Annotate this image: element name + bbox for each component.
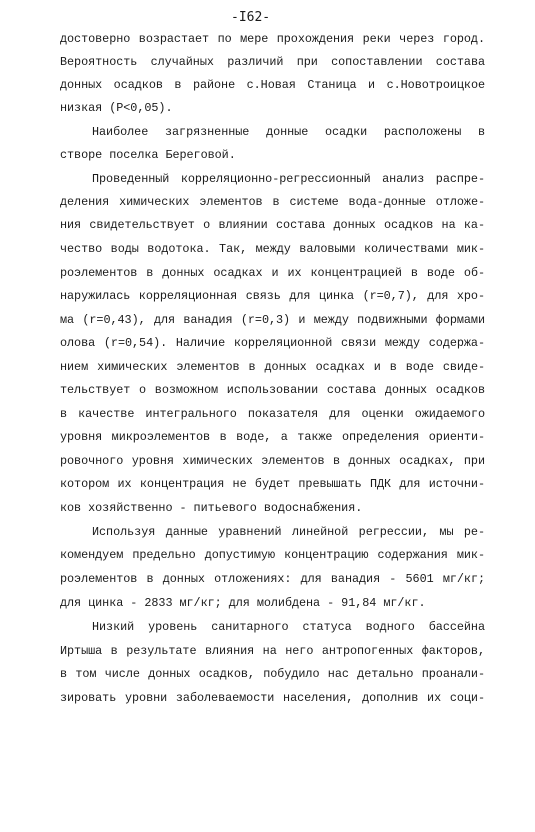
text-line: олова (r=0,54). Наличие корреляционной связи между содержа-	[60, 336, 485, 350]
text-line: ков хозяйственно - питьевого водоснабжения.	[60, 501, 363, 515]
text-line: деления химических элементов в системе вода-донные отложе-	[60, 195, 485, 209]
text-line: ния свидетельствует о влиянии состава донных осадков на ка-	[60, 218, 485, 232]
text-line: ма (r=0,43), для ванадия (r=0,3) и между подвижными формами	[60, 313, 485, 327]
text-line: Используя данные уравнений линейной регрессии, мы ре-	[92, 525, 485, 539]
text-line: нием химических элементов в донных осадках и в воде свиде-	[60, 360, 485, 374]
text-line: Низкий уровень санитарного статуса водного бассейна	[92, 620, 485, 634]
text-line: котором их концентрация не будет превышать ПДК для источни-	[60, 477, 485, 491]
text-line: в том числе донных осадков, побудило нас детально проанали-	[60, 667, 485, 681]
text-line: роэлементов в донных отложениях: для ванадия - 5601 мг/кг;	[60, 572, 485, 586]
text-line: уровня микроэлементов в воде, а также определения ориенти-	[60, 430, 485, 444]
text-line: чество воды водотока. Так, между валовыми количествами мик-	[60, 242, 485, 256]
page-number: -I62-	[231, 10, 271, 25]
text-line: для цинка - 2833 мг/кг; для молибдена - 91,84 мг/кг.	[60, 596, 426, 610]
text-line: зировать уровни заболеваемости населения, дополнив их соци-	[60, 691, 485, 705]
text-line: низкая (Р<0,05).	[60, 101, 173, 115]
text-line: в качестве интегрального показателя для оценки ожидаемого	[60, 407, 485, 421]
text-line: Вероятность случайных различий при сопоставлении состава	[60, 55, 485, 69]
text-line: створе поселка Береговой.	[60, 148, 236, 162]
text-line: наружилась корреляционная связь для цинка (r=0,7), для хро-	[60, 289, 485, 303]
text-line: тельствует о возможном использовании состава донных осадков	[60, 383, 485, 397]
text-line: роэлементов в донных осадках и их концентрацией в воде об-	[60, 266, 485, 280]
text-line: достоверно возрастает по мере прохождения реки через город.	[60, 32, 485, 46]
text-line: Наиболее загрязненные донные осадки расположены в	[92, 125, 485, 139]
text-line: комендуем предельно допустимую концентрацию содержания мик-	[60, 548, 485, 562]
text-line: донных осадков в районе с.Новая Станица и с.Новотроицкое	[60, 78, 485, 92]
text-line: Иртыша в результате влияния на него антропогенных факторов,	[60, 644, 485, 658]
text-line: Проведенный корреляционно-регрессионный анализ распре-	[92, 172, 485, 186]
text-line: ровочного уровня химических элементов в донных осадках, при	[60, 454, 485, 468]
